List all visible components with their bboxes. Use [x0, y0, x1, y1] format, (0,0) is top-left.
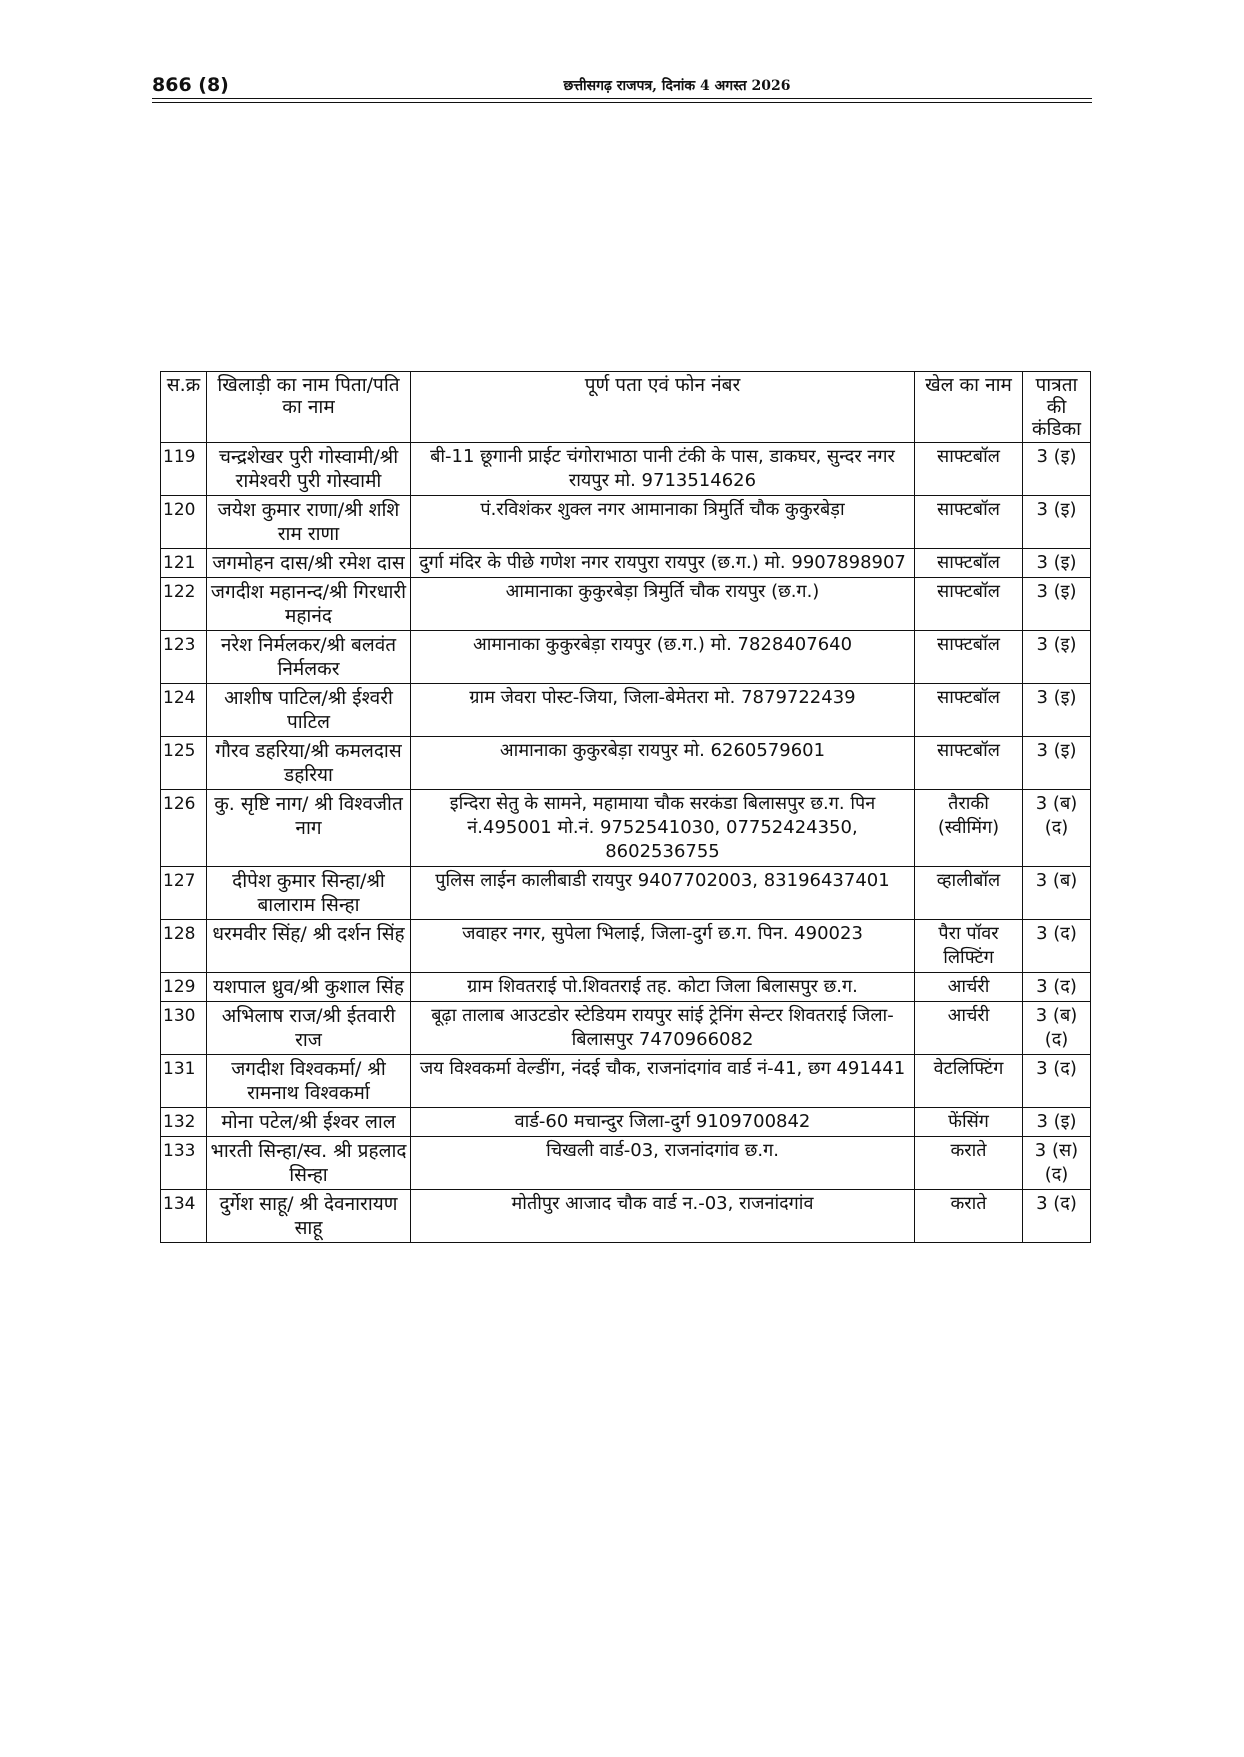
sport-name: कराते: [915, 1137, 1023, 1190]
table-row: [161, 1055, 1091, 1108]
address: पुलिस लाईन कालीबाडी रायपुर 9407702003, 83196437401: [411, 867, 915, 920]
serial-number: 132: [161, 1108, 207, 1137]
serial-number: 128: [161, 920, 207, 973]
player-name: धरमवीर सिंह/ श्री दर्शन सिंह: [207, 920, 411, 973]
player-name: मोना पटेल/श्री ईश्वर लाल: [207, 1108, 411, 1137]
table-row: [161, 790, 1091, 867]
sport-name: कराते: [915, 1190, 1023, 1243]
sport-name: साफ्टबॉल: [915, 578, 1023, 631]
sport-name: आर्चरी: [915, 973, 1023, 1002]
eligibility-clause: 3 (द): [1023, 1055, 1091, 1108]
player-name: यशपाल ध्रुव/श्री कुशाल सिंह: [207, 973, 411, 1002]
column-header-address: पूर्ण पता एवं फोन नंबर: [411, 372, 915, 443]
serial-number: 125: [161, 737, 207, 790]
player-name: जयेश कुमार राणा/श्री शशि राम राणा: [207, 496, 411, 549]
address: आमानाका कुकुरबेड़ा त्रिमुर्ति चौक रायपुर (छ.ग.): [411, 578, 915, 631]
player-records-table: [160, 371, 1091, 1243]
sport-name: साफ्टबॉल: [915, 496, 1023, 549]
address: इन्दिरा सेतु के सामने, महामाया चौक सरकंडा बिलासपुर छ.ग. पिन नं.495001 मो.नं. 9752541030, 07752424350, 8602536755: [411, 790, 915, 867]
address: जवाहर नगर, सुपेला भिलाई, जिला-दुर्ग छ.ग. पिन. 490023: [411, 920, 915, 973]
player-name: नरेश निर्मलकर/श्री बलवंत निर्मलकर: [207, 631, 411, 684]
table-row: [161, 973, 1091, 1002]
serial-number: 120: [161, 496, 207, 549]
serial-number: 129: [161, 973, 207, 1002]
player-name: जगमोहन दास/श्री रमेश दास: [207, 549, 411, 578]
address: दुर्गा मंदिर के पीछे गणेश नगर रायपुरा रायपुर (छ.ग.) मो. 9907898907: [411, 549, 915, 578]
address: बूढ़ा तालाब आउटडोर स्टेडियम रायपुर सांई ट्रेनिंग सेन्टर शिवतराई जिला-बिलासपुर 7470966082: [411, 1002, 915, 1055]
eligibility-clause: 3 (स) (द): [1023, 1137, 1091, 1190]
sport-name: साफ्टबॉल: [915, 549, 1023, 578]
eligibility-clause: 3 (ब) (द): [1023, 1002, 1091, 1055]
eligibility-clause: 3 (इ): [1023, 737, 1091, 790]
eligibility-clause: 3 (द): [1023, 1190, 1091, 1243]
table-row: [161, 867, 1091, 920]
eligibility-clause: 3 (द): [1023, 920, 1091, 973]
address: बी-11 छूगानी प्राईट चंगोराभाठा पानी टंकी के पास, डाकघर, सुन्दर नगर रायपुर मो. 9713514626: [411, 443, 915, 496]
table-row: [161, 684, 1091, 737]
page-number: 866 (8): [152, 74, 229, 96]
header-rule-double: [152, 102, 1092, 103]
table-row: [161, 578, 1091, 631]
eligibility-clause: 3 (इ): [1023, 1108, 1091, 1137]
sport-name: व्हालीबॉल: [915, 867, 1023, 920]
sport-name: वेटलिफ्टिंग: [915, 1055, 1023, 1108]
address: जय विश्वकर्मा वेल्डींग, नंदई चौक, राजनांदगांव वार्ड नं-41, छग 491441: [411, 1055, 915, 1108]
column-header-sport: खेल का नाम: [915, 372, 1023, 443]
eligibility-clause: 3 (इ): [1023, 578, 1091, 631]
serial-number: 119: [161, 443, 207, 496]
table-row: [161, 737, 1091, 790]
player-name: चन्द्रशेखर पुरी गोस्वामी/श्री रामेश्वरी पुरी गोस्वामी: [207, 443, 411, 496]
eligibility-clause: 3 (ब): [1023, 867, 1091, 920]
sport-name: तैराकी (स्वीमिंग): [915, 790, 1023, 867]
table-header-row: [161, 372, 1091, 443]
table-row: [161, 549, 1091, 578]
column-header-player-name: खिलाड़ी का नाम पिता/पति का नाम: [207, 372, 411, 443]
serial-number: 126: [161, 790, 207, 867]
table-row: [161, 920, 1091, 973]
serial-number: 133: [161, 1137, 207, 1190]
player-name: कु. सृष्टि नाग/ श्री विश्वजीत नाग: [207, 790, 411, 867]
address: आमानाका कुकुरबेड़ा रायपुर (छ.ग.) मो. 7828407640: [411, 631, 915, 684]
address: वार्ड-60 मचान्दुर जिला-दुर्ग 9109700842: [411, 1108, 915, 1137]
player-name: जगदीश विश्वकर्मा/ श्री रामनाथ विश्वकर्मा: [207, 1055, 411, 1108]
table-row: [161, 443, 1091, 496]
player-name: गौरव डहरिया/श्री कमलदास डहरिया: [207, 737, 411, 790]
table-row: [161, 1108, 1091, 1137]
eligibility-clause: 3 (इ): [1023, 684, 1091, 737]
serial-number: 122: [161, 578, 207, 631]
header-rule: [152, 98, 1092, 99]
address: ग्राम शिवतराई पो.शिवतराई तह. कोटा जिला बिलासपुर छ.ग.: [411, 973, 915, 1002]
table-row: [161, 1190, 1091, 1243]
column-header-eligibility: पात्रता की कंडिका: [1023, 372, 1091, 443]
eligibility-clause: 3 (इ): [1023, 443, 1091, 496]
sport-name: आर्चरी: [915, 1002, 1023, 1055]
address: ग्राम जेवरा पोस्ट-जिया, जिला-बेमेतरा मो. 7879722439: [411, 684, 915, 737]
eligibility-clause: 3 (इ): [1023, 496, 1091, 549]
table-row: [161, 1002, 1091, 1055]
page-header: [152, 70, 1092, 100]
sport-name: साफ्टबॉल: [915, 684, 1023, 737]
serial-number: 130: [161, 1002, 207, 1055]
sport-name: पैरा पॉवर लिफ्टिंग: [915, 920, 1023, 973]
serial-number: 127: [161, 867, 207, 920]
address: आमानाका कुकुरबेड़ा रायपुर मो. 6260579601: [411, 737, 915, 790]
player-name: दुर्गेश साहू/ श्री देवनारायण साहू: [207, 1190, 411, 1243]
serial-number: 134: [161, 1190, 207, 1243]
eligibility-clause: 3 (ब) (द): [1023, 790, 1091, 867]
gazette-title: छत्तीसगढ़ राजपत्र, दिनांक 4 अगस्त 2026: [563, 78, 791, 94]
sport-name: साफ्टबॉल: [915, 631, 1023, 684]
address: मोतीपुर आजाद चौक वार्ड न.-03, राजनांदगांव: [411, 1190, 915, 1243]
serial-number: 121: [161, 549, 207, 578]
serial-number: 124: [161, 684, 207, 737]
serial-number: 131: [161, 1055, 207, 1108]
player-name: दीपेश कुमार सिन्हा/श्री बालाराम सिन्हा: [207, 867, 411, 920]
address: चिखली वार्ड-03, राजनांदगांव छ.ग.: [411, 1137, 915, 1190]
serial-number: 123: [161, 631, 207, 684]
sport-name: साफ्टबॉल: [915, 737, 1023, 790]
eligibility-clause: 3 (इ): [1023, 631, 1091, 684]
sport-name: साफ्टबॉल: [915, 443, 1023, 496]
player-name: आशीष पाटिल/श्री ईश्वरी पाटिल: [207, 684, 411, 737]
eligibility-clause: 3 (द): [1023, 973, 1091, 1002]
player-name: जगदीश महानन्द/श्री गिरधारी महानंद: [207, 578, 411, 631]
table-row: [161, 1137, 1091, 1190]
address: पं.रविशंकर शुक्ल नगर आमानाका त्रिमुर्ति चौक कुकुरबेड़ा: [411, 496, 915, 549]
column-header-serial: स.क्र: [161, 372, 207, 443]
player-name: अभिलाष राज/श्री ईतवारी राज: [207, 1002, 411, 1055]
table-row: [161, 631, 1091, 684]
player-name: भारती सिन्हा/स्व. श्री प्रहलाद सिन्हा: [207, 1137, 411, 1190]
eligibility-clause: 3 (इ): [1023, 549, 1091, 578]
sport-name: फेंसिंग: [915, 1108, 1023, 1137]
table-row: [161, 496, 1091, 549]
